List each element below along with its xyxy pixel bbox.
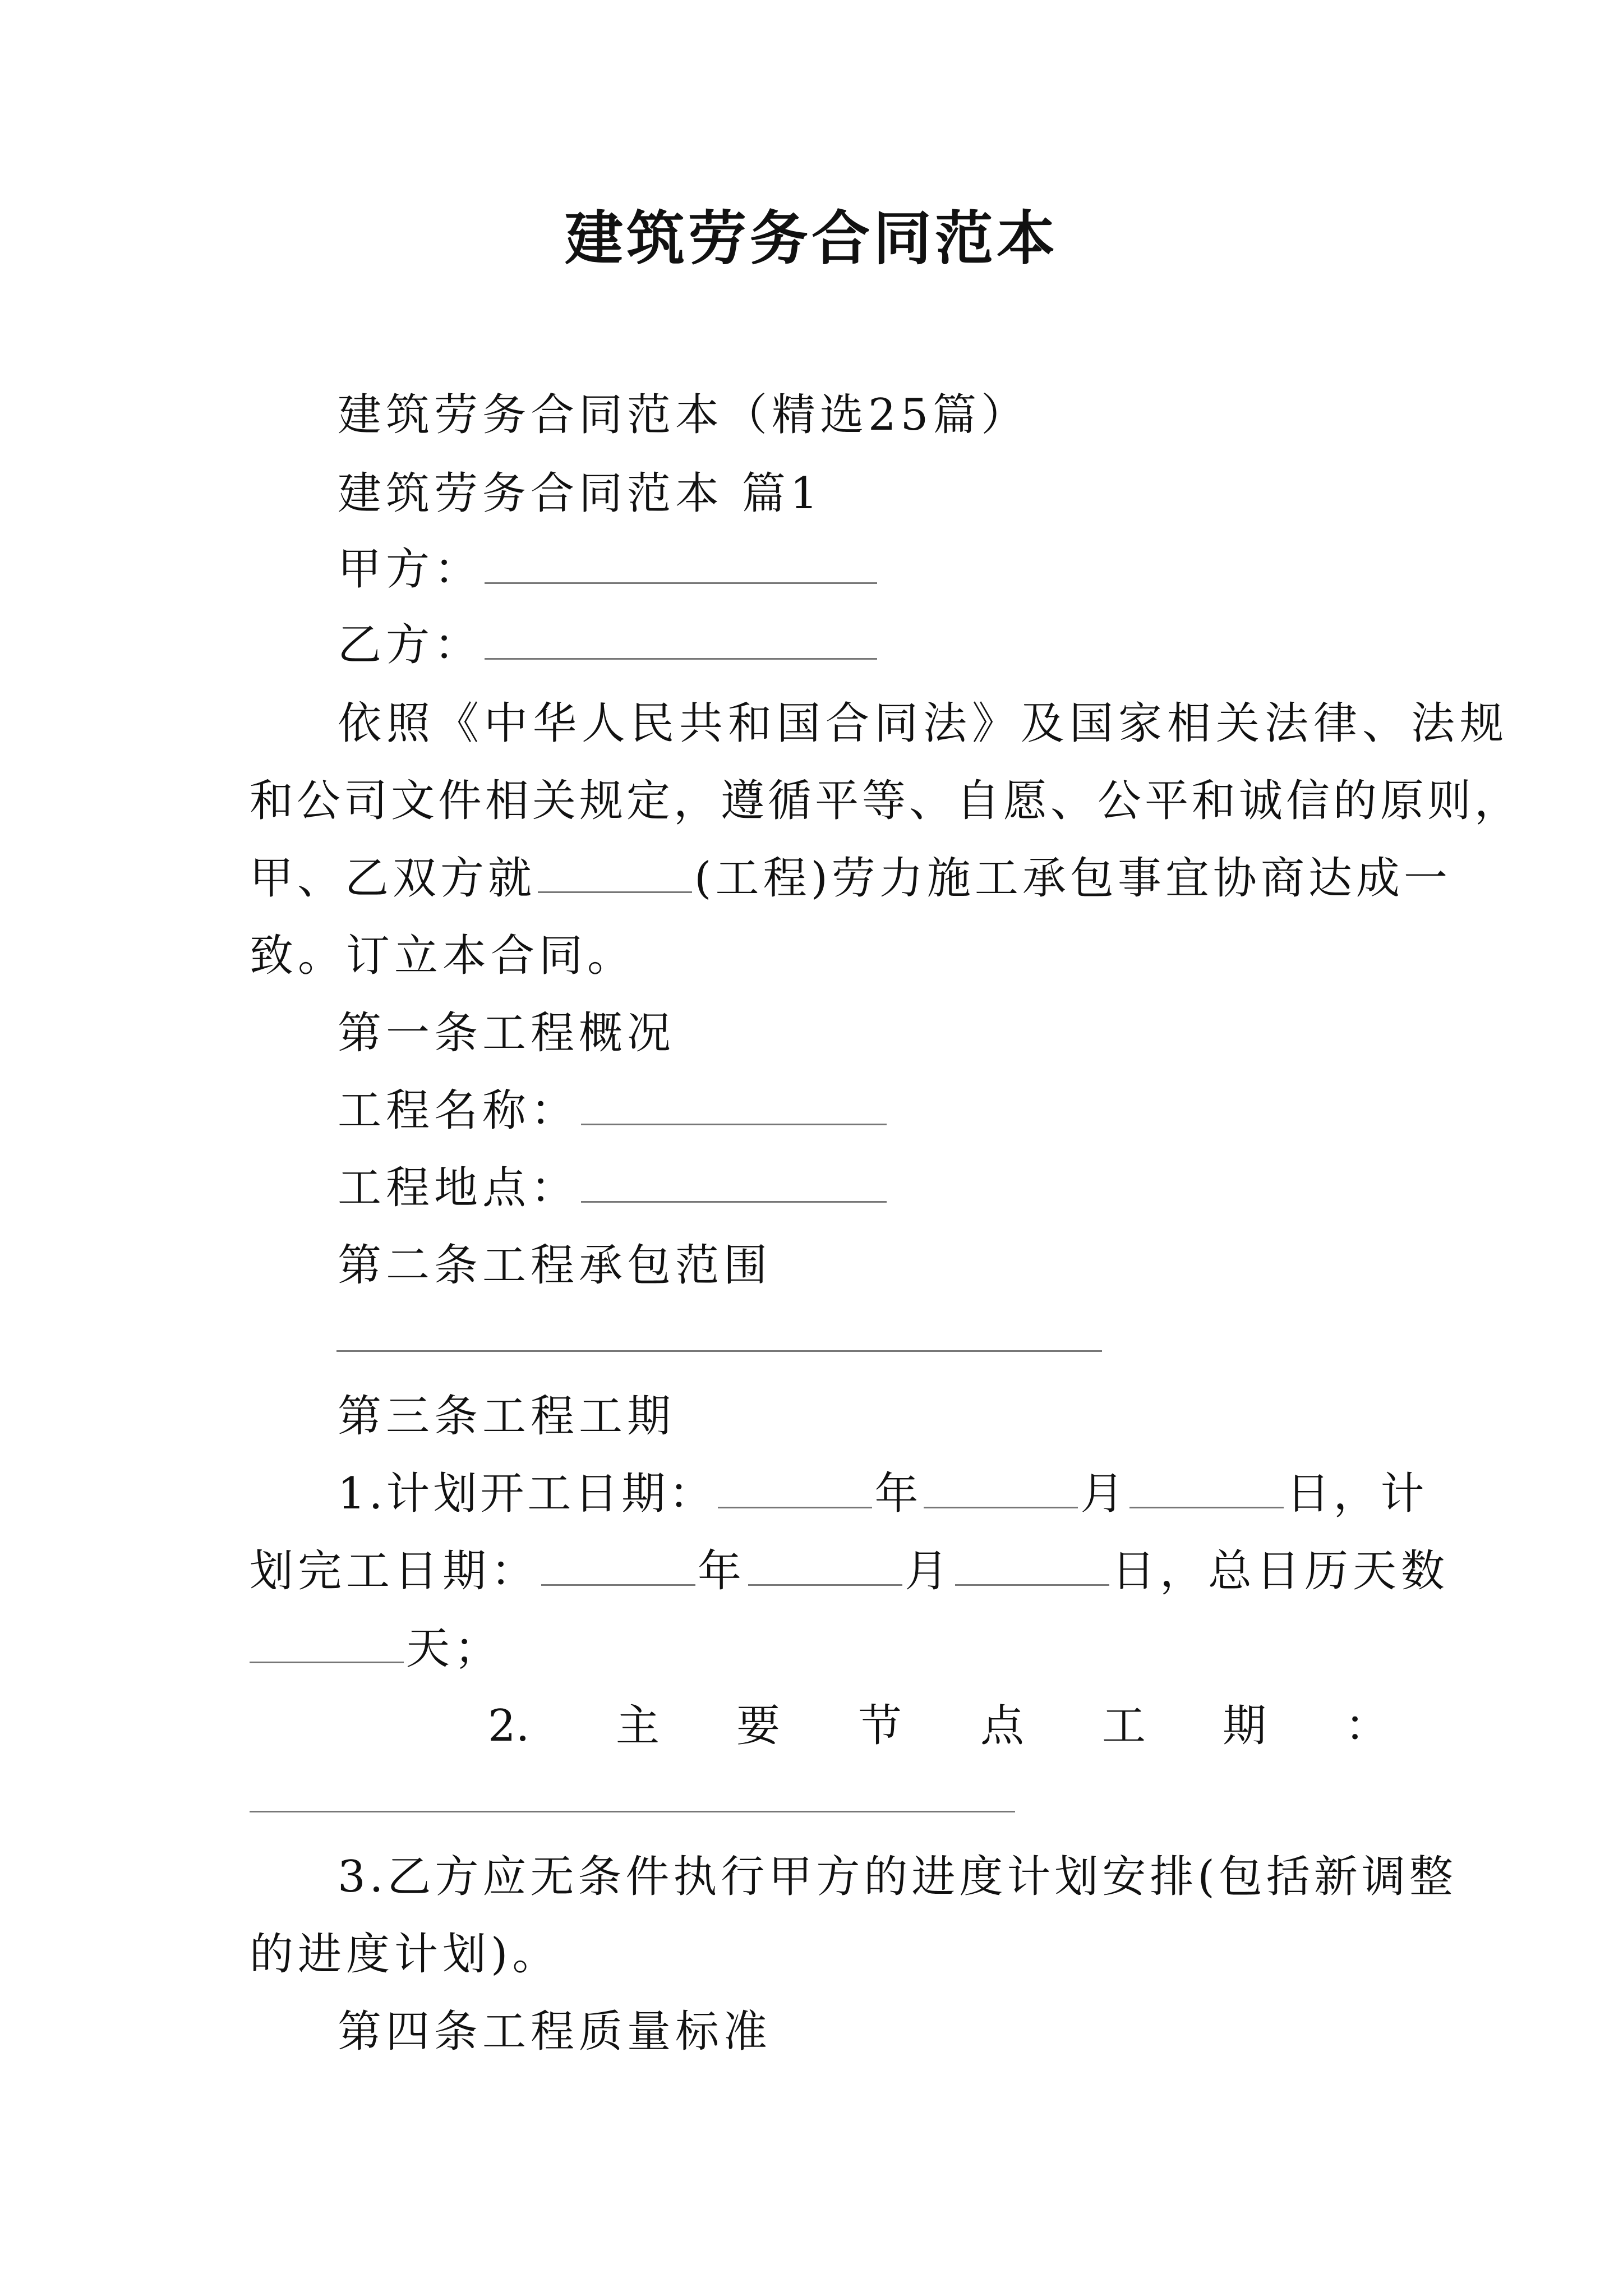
total-days-unit: 天；: [406, 1623, 503, 1674]
party-a-line: [338, 541, 1571, 597]
intro-line-1: 依照《中华人民共和国合同法》及国家相关法律、法规: [338, 698, 1509, 749]
schedule-line-1: [338, 1466, 1571, 1522]
intro-line-2: 和公司文件相关规定，遵循平等、自愿、公平和诚信的原则，: [250, 776, 1522, 826]
party-b-blank[interactable]: [485, 618, 877, 660]
project-name-line: [338, 1083, 1571, 1139]
milestone-2: 2.: [488, 1701, 530, 1751]
project-blank[interactable]: [538, 851, 692, 893]
project-location-label: 工程地点：: [338, 1163, 579, 1213]
intro-line-3-b: (工程)劳力施工承包事宜协商达成一: [694, 853, 1451, 904]
p3-line-2: 的进度计划)。: [250, 1929, 561, 1980]
schedule-line-2: [250, 1543, 1573, 1599]
project-location-blank[interactable]: [581, 1161, 887, 1203]
end-year-blank[interactable]: [541, 1544, 695, 1586]
document-title: 建筑劳务合同范本: [564, 204, 1058, 273]
scope-blank-line[interactable]: [336, 1350, 1102, 1352]
milestone-char: 工: [1102, 1701, 1146, 1751]
project-location-line: [338, 1160, 1571, 1216]
party-a-blank[interactable]: [485, 542, 877, 584]
party-b-line: [338, 617, 1571, 673]
end-date-label: 划完工日期：: [250, 1546, 540, 1596]
article-2-heading: 第二条工程承包范围: [338, 1240, 772, 1291]
start-day-blank[interactable]: [1129, 1466, 1284, 1508]
section-heading: 建筑劳务合同范本 篇1: [338, 468, 823, 519]
intro-line-4: 致。订立本合同。: [250, 931, 636, 981]
start-year-unit: 年: [874, 1469, 922, 1519]
party-b-label: 乙方：: [338, 620, 483, 670]
total-days-blank[interactable]: [250, 1621, 404, 1663]
start-day-unit: 日，计: [1286, 1469, 1428, 1519]
milestone-char: 节: [858, 1701, 902, 1751]
end-day-blank[interactable]: [955, 1544, 1109, 1586]
start-month-blank[interactable]: [924, 1466, 1078, 1508]
schedule-line-3: [250, 1621, 1573, 1677]
milestone-char: 要: [736, 1701, 781, 1751]
end-month-unit: 月: [905, 1546, 953, 1596]
start-date-label: 1.计划开工日期：: [338, 1469, 716, 1519]
intro-line-3: [250, 850, 1573, 907]
project-name-label: 工程名称：: [338, 1085, 579, 1136]
party-a-label: 甲方：: [338, 544, 483, 595]
p3-line-1: 3.乙方应无条件执行甲方的进度计划安排(包括新调整: [338, 1852, 1457, 1902]
end-year-unit: 年: [698, 1546, 746, 1596]
milestone-char: 点: [980, 1701, 1025, 1751]
article-4-heading: 第四条工程质量标准: [338, 2007, 772, 2057]
milestone-blank-line[interactable]: [250, 1811, 1015, 1812]
milestone-char: 主: [616, 1701, 660, 1751]
end-month-blank[interactable]: [748, 1544, 902, 1586]
document-subtitle: 建筑劳务合同范本（精选25篇）: [338, 390, 1030, 440]
start-month-unit: 月: [1080, 1469, 1128, 1519]
intro-line-3-a: 甲、乙双方就: [250, 853, 536, 904]
milestone-char: ：: [1345, 1701, 1389, 1751]
milestone-char: 期: [1223, 1701, 1267, 1751]
article-1-heading: 第一条工程概况: [338, 1008, 676, 1059]
project-name-blank[interactable]: [581, 1083, 887, 1125]
start-year-blank[interactable]: [718, 1466, 872, 1508]
article-3-heading: 第三条工程工期: [338, 1391, 676, 1442]
end-day-unit: 日，总日历天数: [1112, 1546, 1450, 1596]
